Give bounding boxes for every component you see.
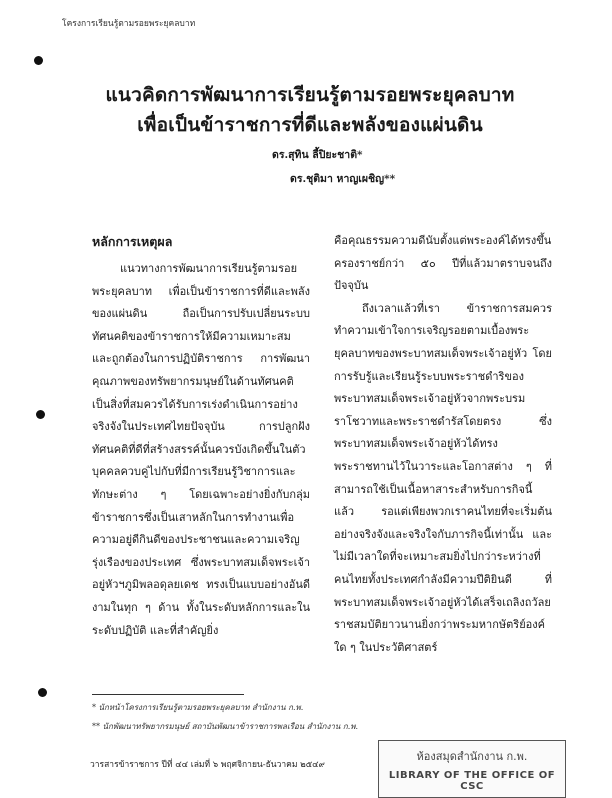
author-1: ดร.สุทิน ลี้ปิยะชาติ*: [272, 149, 363, 161]
running-head: โครงการเรียนรู้ตามรอยพระยุคลบาท: [62, 19, 196, 29]
footnote-1: * นักหน้าโครงการเรียนรู้ตามรอยพระยุคลบาท สำนักงาน ก.พ.: [92, 703, 304, 712]
stamp-english-text: LIBRARY OF THE OFFICE OF CSC: [388, 770, 556, 792]
punch-hole-mark: [36, 410, 45, 419]
section-heading: หลักการเหตุผล: [92, 234, 173, 249]
author-2: ดร.ชุติมา หาญเผชิญ**: [290, 173, 396, 185]
stamp-thai-text: ห้องสมุดสำนักงาน ก.พ.: [416, 750, 528, 763]
right-column: [334, 230, 552, 659]
punch-hole-mark: [38, 688, 47, 697]
journal-footer: วารสารข้าราชการ ปีที่ ๔๔ เล่มที่ ๖ พฤศจิกายน-ธันวาคม ๒๕๔๙: [90, 760, 325, 770]
article-title-line-2: เพื่อเป็นข้าราชการที่ดีและพลังของแผ่นดิน: [137, 114, 483, 136]
punch-hole-mark: [34, 56, 43, 65]
body-paragraph: คือคุณธรรมความดีนับตั้งแต่พระองค์ได้ทรงขึ้นครองราชย์กว่า ๕๐ ปีที่แล้วมาตราบจนถึงปัจจุบัน: [334, 234, 552, 293]
body-paragraph: ถึงเวลาแล้วที่เรา ข้าราชการสมควรทำความเข้าใจการเจริญรอยตามเบื้องพระยุคลบาทของพระบาทสมเด็จพระเจ้าอยู่หัว โดยการรับรู้และเรียนรู้ระบบพระราชดำริของพระบาทสมเด็จพระเจ้าอยู่หัวจากพระบรมราโชวาทและพระราชดำรัสโดยตรง ซึ่งพระบาทสมเด็จพระเจ้าอยู่หัวได้ทรงพระราชทานไว้ในวาระและโอกาสต่าง ๆ ที่สามารถใช้เป็นเนื้อหาสาระสำหรับการกิจนี้แล้ว รอแต่เพียงพวกเราคนไทยที่จะเริ่มต้นอย่างจริงจังและจริงใจกับภารกิจนี้เท่านั้น และไม่มีเวลาใดที่จะเหมาะสมยิ่งไปกว่าระหว่างที่คนไทยทั้งประเทศกำลังมีความปีติยินดี ที่พระบาทสมเด็จพระเจ้าอยู่หัวได้เสร็จเถลิงถวัลยราชสมบัติยาวนานยิ่งกว่าพระมหากษัตริย์องค์ใด ๆ ในประวัติศาสตร์: [334, 301, 552, 654]
library-stamp: [378, 740, 566, 798]
footnote-divider: [92, 694, 244, 695]
left-column: [92, 230, 310, 642]
body-paragraph: แนวทางการพัฒนาการเรียนรู้ตามรอยพระยุคลบาท เพื่อเป็นข้าราชการที่ดีและพลังของแผ่นดิน ถือเป็นการปรับเปลี่ยนระบบทัศนคติของข้าราชการให้มีความเหมาะสมและถูกต้องในการปฏิบัติราชการ การพัฒนาคุณภาพของทรัพยากรมนุษย์ในด้านทัศนคติเป็นสิ่งที่สมควรได้รับการเร่งดำเนินการอย่างจริงจังในประเทศไทยปัจจุบัน การปลูกฝังทัศนคติที่ดีที่สร้างสรรค์นั้นควรบังเกิดขึ้นในตัวบุคคลควบคู่ไปกับที่มีการเรียนรู้วิชาการและทักษะต่าง ๆ โดยเฉพาะอย่างยิ่งกับกลุ่มข้าราชการซึ่งเป็นเสาหลักในการทำงานเพื่อความอยู่ดีกินดีของประชาชนและความเจริญรุ่งเรืองของประเทศ ซึ่งพระบาทสมเด็จพระเจ้าอยู่หัวฯภูมิพลอดุลยเดช ทรงเป็นแบบอย่างอันดีงามในทุก ๆ ด้าน ทั้งในระดับหลักการและในระดับปฏิบัติ และที่สำคัญยิ่ง: [92, 262, 310, 637]
article-title-line-1: แนวคิดการพัฒนาการเรียนรู้ตามรอยพระยุคลบาท: [105, 84, 515, 106]
footnote-2: ** นักพัฒนาทรัพยากรมนุษย์ สถาบันพัฒนาข้าราชการพลเรือน สำนักงาน ก.พ.: [92, 722, 359, 731]
